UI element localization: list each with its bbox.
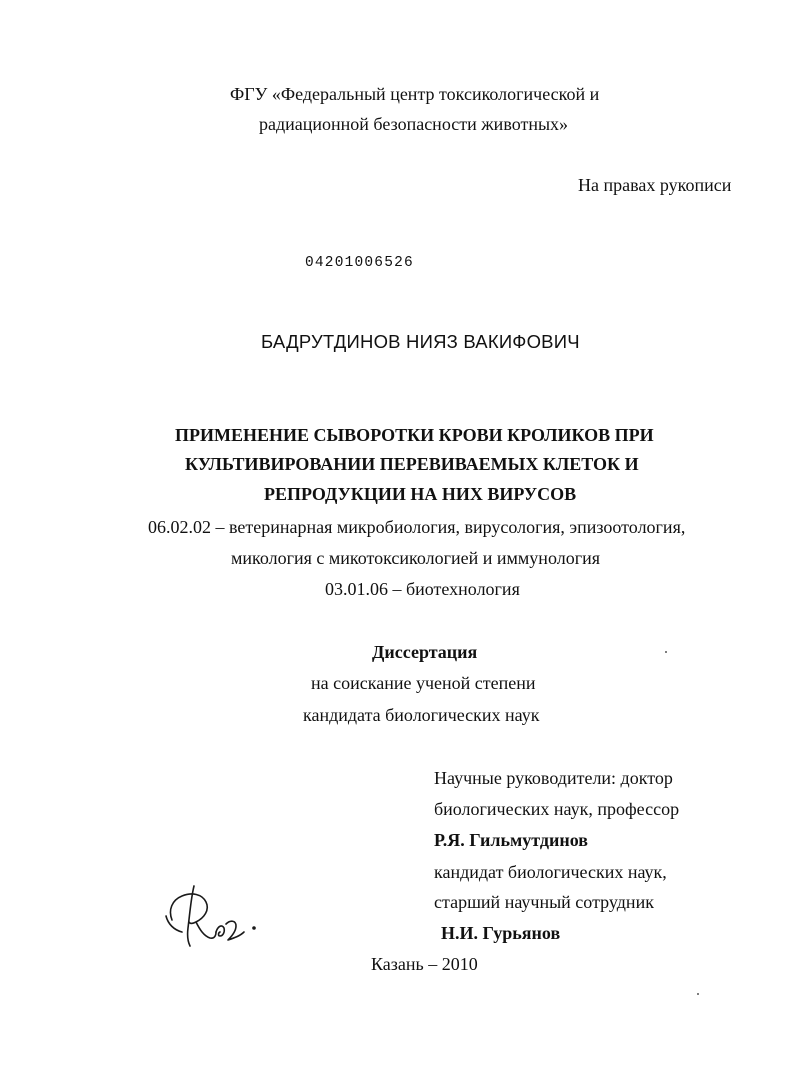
dissertation-line-1: на соискание ученой степени: [311, 673, 536, 693]
author-name: БАДРУТДИНОВ НИЯЗ ВАКИФОВИЧ: [261, 331, 580, 352]
organization-line-2: радиационной безопасности животных»: [259, 114, 569, 134]
dissertation-label: Диссертация: [372, 642, 478, 662]
organization-line-1: ФГУ «Федеральный центр токсикологической и: [230, 84, 600, 104]
title-line-2: КУЛЬТИВИРОВАНИИ ПЕРЕВИВАЕМЫХ КЛЕТОК И: [185, 454, 639, 474]
catalog-number: 04201006526: [305, 255, 414, 271]
city-year: Казань – 2010: [371, 954, 478, 974]
supervisors-line-4: старший научный сотрудник: [434, 892, 654, 912]
dissertation-line-2: кандидата биологических наук: [303, 705, 540, 725]
supervisor-name-2: Н.И. Гурьянов: [441, 923, 561, 943]
scan-speck: [665, 651, 667, 653]
supervisor-name-1: Р.Я. Гильмутдинов: [434, 830, 588, 850]
specialty-line-3: 03.01.06 – биотехнология: [325, 579, 520, 599]
title-line-1: ПРИМЕНЕНИЕ СЫВОРОТКИ КРОВИ КРОЛИКОВ ПРИ: [175, 425, 654, 445]
specialty-line-2: микология с микотоксикологией и иммунология: [231, 548, 600, 568]
supervisors-line-2: биологических наук, профессор: [434, 799, 680, 819]
specialty-line-1: 06.02.02 – ветеринарная микробиология, вирусология, эпизоотология,: [148, 517, 686, 537]
title-line-3: РЕПРОДУКЦИИ НА НИХ ВИРУСОВ: [264, 484, 577, 504]
rights-note: На правах рукописи: [578, 175, 732, 195]
supervisors-line-1: Научные руководители: доктор: [434, 768, 673, 788]
supervisors-line-3: кандидат биологических наук,: [434, 862, 667, 882]
handwritten-signature: [158, 880, 270, 950]
scan-speck: [697, 993, 699, 995]
